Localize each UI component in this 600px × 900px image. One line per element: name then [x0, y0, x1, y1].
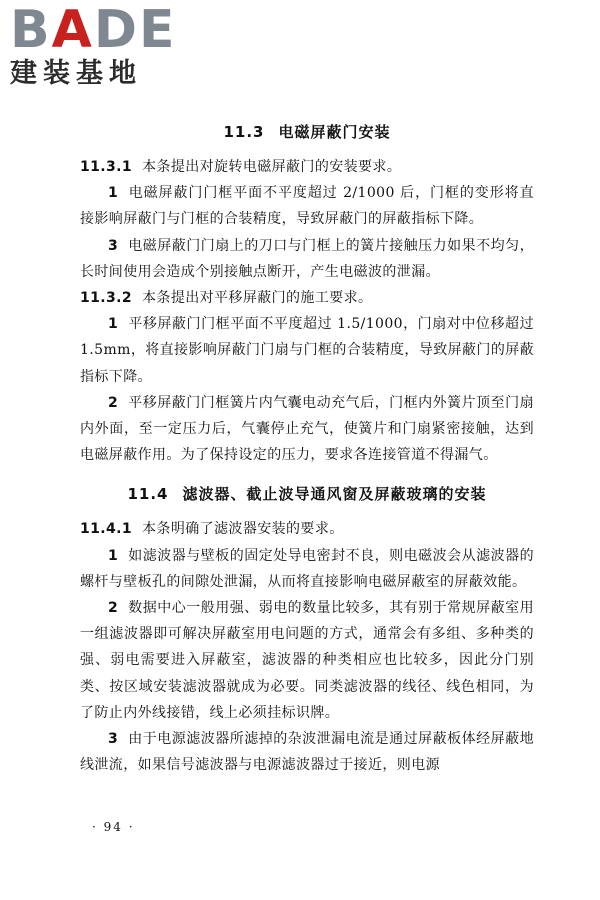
- watermark-latin: BADE: [10, 0, 177, 60]
- clause-11-3-2: 11.3.2 本条提出对平移屏蔽门的施工要求。: [80, 290, 373, 307]
- item-11-3-2-1: 1 平移屏蔽门门框平面不平度超过 1.5/1000，门扇对中位移超过 1.5mm，将直接影响屏蔽门门扇与门框的合装精度，导致屏蔽门的屏蔽指标下降。: [80, 316, 535, 385]
- section-number: 11.3: [223, 123, 265, 141]
- item-11-4-1-3: 3 由于电源滤波器所滤掉的杂波泄漏电流是通过屏蔽板体经屏蔽地线泄流，如果信号滤波器与电源滤波器过于接近，则电源: [80, 731, 534, 774]
- item-11-3-2-2: 2 平移屏蔽门门框簧片内气囊电动充气后，门框内外簧片顶至门扇内外面，至一定压力后，气囊停止充气，使簧片和门扇紧密接触，达到电磁屏蔽作用。为了保持设定的压力，要求各连接管道不得漏气。: [80, 394, 534, 464]
- item-11-3-1-1: 1 电磁屏蔽门门框平面不平度超过 2/1000 后，门框的变形将直接影响屏蔽门与门框的合装精度，导致屏蔽门的屏蔽指标下降。: [80, 185, 534, 228]
- clause-11-3-1: 11.3.1 本条提出对旋转电磁屏蔽门的安装要求。: [80, 159, 402, 175]
- item-11-4-1-1: 1 如滤波器与壁板的固定处导电密封不良，则电磁波会从滤波器的螺杆与壁板孔的间隙处泄漏，从而将直接影响电磁屏蔽室的屏蔽效能。: [80, 547, 534, 590]
- document-page: [80, 120, 534, 778]
- section-number: 11.4: [127, 485, 169, 504]
- item-11-3-1-3: 3 电磁屏蔽门门扇上的刀口与门框上的簧片接触压力如果不均匀，长时间使用会造成个别接触点断开，产生电磁波的泄漏。: [80, 237, 534, 280]
- watermark-accent-letter: A: [51, 0, 94, 60]
- section-title: 电磁屏蔽门安装: [278, 123, 391, 141]
- section-title: 滤波器、截止波导通风窗及屏蔽玻璃的安装: [182, 485, 487, 504]
- section-heading-11-4: [80, 482, 534, 506]
- watermark-logo: [10, 0, 180, 94]
- page-number: · 94 ·: [92, 820, 135, 834]
- clause-11-4-1: 11.4.1 本条明确了滤波器安装的要求。: [80, 521, 344, 538]
- item-11-4-1-2: 2 数据中心一般用强、弱电的数量比较多，其有别于常规屏蔽室用一组滤波器即可解决屏蔽室用电问题的方式，通常会有多组、多种类的强、弱电需要进入屏蔽室，滤波器的种类相应也比较多，因此分门别类、按区域安装滤波器就成为必要。同类滤波器的线径、线色相同，为了防止内外线接错，线上必须挂标识牌。: [80, 600, 534, 721]
- section-heading-11-3: [80, 120, 534, 144]
- watermark-chinese: 建装基地: [10, 58, 142, 89]
